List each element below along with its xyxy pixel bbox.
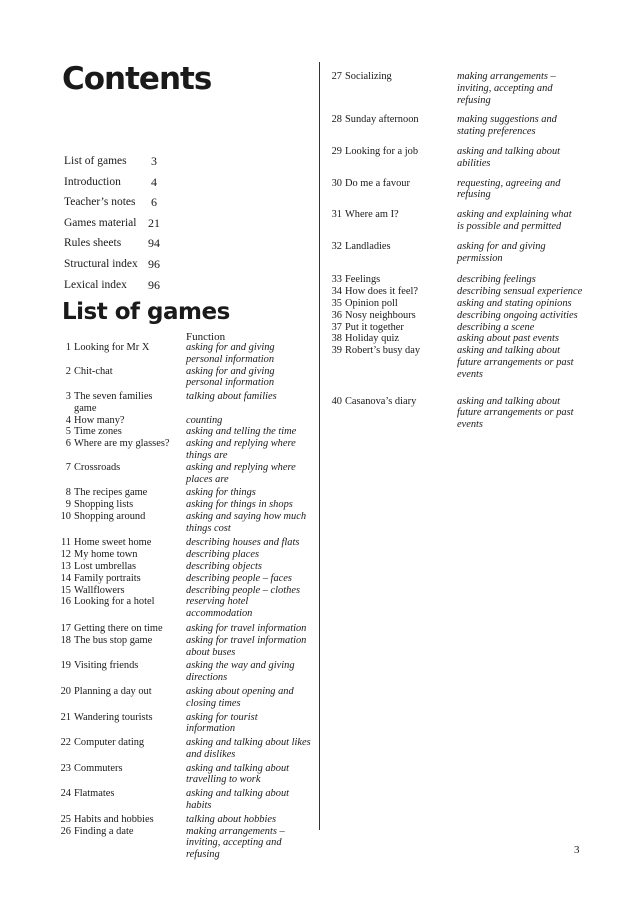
game-function-line: asking and replying where bbox=[186, 438, 296, 450]
game-title bbox=[58, 635, 186, 659]
game-title bbox=[58, 814, 186, 826]
game-function bbox=[457, 298, 589, 310]
game-title-line: My home town bbox=[74, 549, 138, 561]
game-function-line: asking for things in shops bbox=[186, 498, 293, 510]
game-row bbox=[58, 537, 311, 549]
game-function-line: asking for travel information bbox=[186, 622, 307, 634]
game-number: 12 bbox=[60, 549, 71, 561]
game-number: 27 bbox=[331, 71, 342, 82]
game-title-line: Crossroads bbox=[74, 461, 121, 473]
game-function-line: and dislikes bbox=[186, 748, 236, 760]
game-number: 32 bbox=[331, 240, 342, 252]
game-function-line: describing people – clothes bbox=[186, 584, 300, 596]
toc-item-page: 3 bbox=[151, 154, 157, 168]
game-number: 17 bbox=[60, 622, 71, 634]
game-number: 28 bbox=[331, 114, 342, 126]
game-row bbox=[58, 342, 311, 366]
game-title-line: How many? bbox=[74, 414, 125, 426]
game-title-line: Looking for a job bbox=[345, 145, 419, 157]
game-title bbox=[58, 462, 186, 486]
game-function bbox=[186, 814, 311, 826]
game-function-line: things are bbox=[186, 449, 228, 461]
game-number: 3 bbox=[65, 390, 71, 402]
game-function-line: permission bbox=[457, 252, 503, 264]
game-title-line: Habits and hobbies bbox=[74, 813, 154, 825]
game-function-line: describing people – faces bbox=[186, 572, 292, 584]
toc-item-page: 21 bbox=[148, 215, 160, 230]
game-number: 5 bbox=[65, 426, 71, 438]
game-number: 20 bbox=[60, 685, 71, 697]
game-title-line: Computer dating bbox=[74, 737, 145, 749]
game-function-line: describing ongoing activities bbox=[457, 309, 578, 321]
game-row bbox=[58, 462, 311, 486]
game-function bbox=[186, 426, 311, 438]
game-title bbox=[329, 298, 457, 310]
game-title bbox=[58, 573, 186, 585]
game-title bbox=[58, 788, 186, 812]
game-function-line: stating preferences bbox=[457, 126, 536, 138]
game-title bbox=[329, 114, 457, 138]
game-title-line: Opinion poll bbox=[345, 297, 398, 309]
game-title bbox=[329, 333, 457, 345]
game-title-line: Landladies bbox=[345, 240, 391, 252]
game-row bbox=[58, 561, 311, 573]
game-row bbox=[58, 585, 311, 597]
game-row bbox=[58, 426, 311, 438]
game-function bbox=[186, 585, 311, 597]
page-title: Contents bbox=[62, 61, 212, 97]
game-title bbox=[58, 660, 186, 684]
game-row bbox=[329, 286, 589, 298]
game-function-line: is possible and permitted bbox=[457, 220, 562, 232]
game-number: 19 bbox=[60, 660, 71, 672]
game-title-line: Robert’s busy day bbox=[345, 345, 421, 357]
game-function-line: describing sensual experience bbox=[457, 286, 583, 298]
game-function bbox=[457, 274, 589, 286]
game-row bbox=[58, 660, 311, 684]
game-row bbox=[58, 415, 311, 427]
game-title bbox=[58, 623, 186, 635]
game-title-line: Planning a day out bbox=[74, 685, 152, 697]
toc-item-page: 4 bbox=[151, 174, 157, 189]
game-number: 7 bbox=[65, 461, 71, 473]
game-title-line: Wandering tourists bbox=[74, 711, 153, 723]
game-function-line: asking and saying how much bbox=[186, 510, 307, 522]
game-function-line: asking for and giving bbox=[457, 240, 546, 252]
game-function-line: refusing bbox=[186, 849, 220, 861]
game-number: 24 bbox=[60, 788, 71, 800]
toc-item-label: Teacher’s notes bbox=[64, 196, 136, 209]
game-function bbox=[186, 438, 311, 462]
game-number: 15 bbox=[60, 584, 71, 596]
game-number: 16 bbox=[60, 596, 71, 608]
game-row bbox=[329, 178, 589, 202]
game-title-line: Chit-chat bbox=[74, 365, 113, 377]
game-number: 2 bbox=[65, 365, 71, 377]
game-function-line: describing houses and flats bbox=[186, 537, 300, 549]
game-function-line: asking and telling the time bbox=[186, 426, 297, 438]
game-row bbox=[58, 826, 311, 861]
game-number: 29 bbox=[331, 145, 342, 157]
game-function bbox=[457, 310, 589, 322]
game-row bbox=[329, 310, 589, 322]
game-function bbox=[457, 146, 589, 170]
games-list-right bbox=[329, 71, 589, 431]
game-function-line: refusing bbox=[457, 189, 491, 201]
toc-item bbox=[64, 196, 164, 217]
game-function bbox=[457, 345, 589, 380]
game-title bbox=[329, 241, 457, 265]
games-list-left bbox=[58, 342, 311, 861]
game-number: 8 bbox=[65, 487, 71, 499]
game-number: 1 bbox=[65, 342, 71, 353]
game-number: 23 bbox=[60, 762, 71, 774]
game-number: 22 bbox=[60, 737, 71, 749]
game-row bbox=[58, 788, 311, 812]
toc-item-label: Structural index bbox=[64, 257, 138, 270]
game-number: 34 bbox=[331, 286, 342, 298]
contents-list bbox=[64, 155, 164, 299]
game-function-line: asking and talking about likes bbox=[186, 737, 311, 749]
toc-item bbox=[64, 279, 164, 300]
toc-item-label: List of games bbox=[64, 155, 127, 167]
game-function-line: asking and talking about bbox=[186, 762, 290, 774]
game-function-line: making suggestions and bbox=[457, 114, 557, 126]
game-function-line: future arrangements or past bbox=[457, 356, 574, 368]
game-title bbox=[329, 310, 457, 322]
game-function-line: asking for and giving bbox=[186, 365, 275, 377]
column-divider bbox=[319, 62, 320, 830]
game-title-line: Lost umbrellas bbox=[74, 560, 137, 572]
game-title-line: Time zones bbox=[74, 426, 122, 438]
game-function bbox=[186, 342, 311, 366]
game-title-line: Feelings bbox=[345, 274, 381, 286]
game-row bbox=[329, 241, 589, 265]
section-title: List of games bbox=[62, 299, 230, 325]
game-row bbox=[58, 573, 311, 585]
game-function bbox=[457, 333, 589, 345]
game-row bbox=[58, 635, 311, 659]
game-function bbox=[186, 635, 311, 659]
game-function bbox=[186, 826, 311, 861]
game-function-line: future arrangements or past bbox=[457, 407, 574, 419]
game-row bbox=[329, 71, 589, 106]
game-title bbox=[58, 499, 186, 511]
game-title-line: Do me a favour bbox=[345, 177, 410, 189]
game-title-line: Shopping lists bbox=[74, 498, 134, 510]
game-function-line: travelling to work bbox=[186, 774, 261, 786]
game-number: 4 bbox=[65, 414, 71, 426]
toc-item-label: Lexical index bbox=[64, 278, 127, 291]
game-row bbox=[58, 596, 311, 620]
game-row bbox=[58, 499, 311, 511]
game-function-line: asking about past events bbox=[457, 333, 559, 345]
game-number: 18 bbox=[60, 634, 71, 646]
game-title-line: Wallflowers bbox=[74, 584, 125, 596]
game-title-line: Put it together bbox=[345, 321, 404, 333]
game-number: 30 bbox=[331, 177, 342, 189]
game-function-line: asking and stating opinions bbox=[457, 297, 572, 309]
game-number: 25 bbox=[60, 813, 71, 825]
game-number: 31 bbox=[331, 209, 342, 221]
game-row bbox=[58, 814, 311, 826]
game-function bbox=[457, 114, 589, 138]
game-function bbox=[457, 209, 589, 233]
toc-item-label: Introduction bbox=[64, 175, 121, 188]
game-number: 11 bbox=[60, 537, 71, 549]
game-function bbox=[186, 462, 311, 486]
game-row bbox=[329, 298, 589, 310]
game-title-line: The recipes game bbox=[74, 487, 148, 499]
game-row bbox=[329, 114, 589, 138]
toc-item bbox=[64, 176, 164, 197]
game-title-line: Where are my glasses? bbox=[74, 438, 170, 450]
game-title-line: Getting there on time bbox=[74, 622, 163, 634]
game-function-line: habits bbox=[186, 800, 212, 812]
game-row bbox=[329, 333, 589, 345]
game-function bbox=[186, 737, 311, 761]
game-function-line: inviting, accepting and bbox=[457, 82, 553, 94]
game-function bbox=[186, 499, 311, 511]
game-title bbox=[58, 415, 186, 427]
game-function-line: personal information bbox=[186, 377, 275, 389]
game-title bbox=[58, 712, 186, 736]
game-row bbox=[329, 209, 589, 233]
game-title bbox=[329, 396, 457, 431]
game-function-line: describing places bbox=[186, 549, 260, 561]
game-title bbox=[329, 345, 457, 380]
game-function-line: asking the way and giving bbox=[186, 660, 295, 672]
game-function-line: about buses bbox=[186, 646, 236, 658]
game-title-line: Flatmates bbox=[74, 788, 115, 800]
toc-item-label: Games material bbox=[64, 216, 137, 229]
game-function bbox=[457, 71, 589, 106]
game-title-line: Looking for a hotel bbox=[74, 596, 155, 608]
game-function-line: closing times bbox=[186, 697, 241, 709]
game-function bbox=[457, 178, 589, 202]
game-function bbox=[186, 561, 311, 573]
game-function-line: personal information bbox=[186, 353, 275, 365]
game-function-line: things cost bbox=[186, 522, 231, 534]
game-title-line: Commuters bbox=[74, 762, 123, 774]
game-title bbox=[58, 366, 186, 390]
game-function-line: accommodation bbox=[186, 608, 253, 620]
game-function-line: inviting, accepting and bbox=[186, 837, 282, 849]
game-title-line: game bbox=[74, 402, 97, 414]
page-number: 3 bbox=[574, 844, 580, 856]
game-row bbox=[329, 345, 589, 380]
game-function bbox=[186, 623, 311, 635]
game-function-line: asking and talking about bbox=[457, 145, 561, 157]
game-number: 21 bbox=[60, 711, 71, 723]
toc-item bbox=[64, 258, 164, 279]
game-function-line: places are bbox=[186, 473, 229, 485]
toc-item-page: 96 bbox=[148, 256, 160, 271]
game-row bbox=[58, 712, 311, 736]
game-function-line: talking about families bbox=[186, 390, 277, 402]
game-title bbox=[58, 826, 186, 861]
game-title-line: Shopping around bbox=[74, 510, 146, 522]
game-function bbox=[186, 366, 311, 390]
game-title-line: Sunday afternoon bbox=[345, 114, 419, 126]
game-title bbox=[329, 209, 457, 233]
game-function bbox=[457, 286, 589, 298]
game-function bbox=[186, 788, 311, 812]
toc-item bbox=[64, 217, 164, 238]
game-title-line: The seven families bbox=[74, 390, 153, 402]
game-function-line: events bbox=[457, 419, 483, 431]
game-number: 38 bbox=[331, 333, 342, 345]
toc-item bbox=[64, 237, 164, 258]
game-function-line: requesting, agreeing and bbox=[457, 177, 561, 189]
toc-item-page: 6 bbox=[151, 195, 157, 210]
game-function bbox=[186, 660, 311, 684]
game-function bbox=[186, 415, 311, 427]
game-function-line: asking for things bbox=[186, 487, 256, 499]
game-title-line: Finding a date bbox=[74, 825, 134, 837]
game-title-line: Looking for Mr X bbox=[74, 342, 150, 353]
game-title bbox=[58, 511, 186, 535]
game-row bbox=[58, 737, 311, 761]
game-title bbox=[329, 274, 457, 286]
game-function bbox=[186, 573, 311, 585]
game-title bbox=[58, 438, 186, 462]
game-function-line: asking and talking about bbox=[457, 395, 561, 407]
game-title bbox=[58, 426, 186, 438]
game-function bbox=[186, 537, 311, 549]
game-number: 37 bbox=[331, 321, 342, 333]
game-title-line: Socializing bbox=[345, 71, 392, 82]
game-function-line: events bbox=[457, 368, 483, 380]
game-function bbox=[457, 396, 589, 431]
game-title bbox=[58, 686, 186, 710]
game-title bbox=[58, 549, 186, 561]
game-title-line: How does it feel? bbox=[345, 286, 418, 298]
toc-item-label: Rules sheets bbox=[64, 237, 122, 250]
game-title-line: Family portraits bbox=[74, 572, 141, 584]
game-row bbox=[329, 322, 589, 334]
game-title bbox=[58, 561, 186, 573]
game-function-line: abilities bbox=[457, 157, 491, 169]
game-title bbox=[329, 146, 457, 170]
game-title-line: Home sweet home bbox=[74, 537, 152, 549]
game-number: 36 bbox=[331, 309, 342, 321]
game-row bbox=[58, 438, 311, 462]
game-title bbox=[58, 342, 186, 366]
game-function-line: refusing bbox=[457, 94, 491, 106]
game-row bbox=[329, 146, 589, 170]
game-title-line: The bus stop game bbox=[74, 634, 153, 646]
game-row bbox=[58, 511, 311, 535]
game-number: 9 bbox=[65, 498, 71, 510]
game-function-line: asking and explaining what bbox=[457, 209, 572, 221]
game-number: 33 bbox=[331, 274, 342, 286]
game-row bbox=[329, 396, 589, 431]
game-function bbox=[457, 241, 589, 265]
game-title-line: Visiting friends bbox=[74, 660, 139, 672]
game-row bbox=[58, 487, 311, 499]
game-function bbox=[186, 511, 311, 535]
game-function-line: asking for tourist bbox=[186, 711, 258, 723]
game-number: 39 bbox=[331, 345, 342, 357]
game-number: 14 bbox=[60, 572, 71, 584]
game-row bbox=[58, 686, 311, 710]
game-row bbox=[58, 549, 311, 561]
game-function-line: asking for and giving bbox=[186, 342, 275, 353]
game-function-line: asking about opening and bbox=[186, 685, 294, 697]
game-function bbox=[186, 686, 311, 710]
game-title bbox=[58, 763, 186, 787]
game-title bbox=[329, 286, 457, 298]
game-row bbox=[329, 274, 589, 286]
game-title bbox=[329, 178, 457, 202]
game-title bbox=[58, 537, 186, 549]
game-number: 40 bbox=[331, 395, 342, 407]
game-title bbox=[58, 596, 186, 620]
game-function bbox=[186, 549, 311, 561]
game-title-line: Nosy neighbours bbox=[345, 309, 416, 321]
game-function bbox=[186, 596, 311, 620]
game-function-line: counting bbox=[186, 414, 223, 426]
game-title bbox=[58, 737, 186, 761]
game-function-line: asking and replying where bbox=[186, 461, 296, 473]
game-function bbox=[186, 712, 311, 736]
game-number: 35 bbox=[331, 297, 342, 309]
game-row bbox=[58, 763, 311, 787]
game-number: 6 bbox=[65, 438, 71, 450]
toc-item-page: 94 bbox=[148, 236, 160, 251]
game-title bbox=[58, 391, 186, 415]
game-title bbox=[58, 585, 186, 597]
game-function-line: reserving hotel bbox=[186, 596, 249, 608]
game-function-line: directions bbox=[186, 672, 228, 684]
game-function bbox=[186, 487, 311, 499]
game-title-line: Holiday quiz bbox=[345, 333, 399, 345]
game-title bbox=[58, 487, 186, 499]
game-number: 26 bbox=[60, 825, 71, 837]
game-row bbox=[58, 623, 311, 635]
game-function bbox=[186, 763, 311, 787]
game-title-line: Casanova’s diary bbox=[345, 395, 417, 407]
game-function-line: asking and talking about bbox=[186, 788, 290, 800]
game-title-line: Where am I? bbox=[345, 209, 399, 221]
toc-item bbox=[64, 155, 164, 176]
game-number: 13 bbox=[60, 560, 71, 572]
game-function bbox=[457, 322, 589, 334]
game-function-line: describing objects bbox=[186, 560, 262, 572]
game-number: 10 bbox=[60, 510, 71, 522]
game-function-line: describing a scene bbox=[457, 321, 535, 333]
game-function-line: information bbox=[186, 723, 236, 735]
game-function-line: making arrangements – bbox=[457, 71, 556, 82]
game-function-line: asking and talking about bbox=[457, 345, 561, 357]
game-function bbox=[186, 391, 311, 415]
game-function-line: asking for travel information bbox=[186, 634, 307, 646]
game-row bbox=[58, 366, 311, 390]
game-function-line: describing feelings bbox=[457, 274, 536, 286]
toc-item-page: 96 bbox=[148, 277, 160, 292]
game-function-line: making arrangements – bbox=[186, 825, 285, 837]
game-row bbox=[58, 391, 311, 415]
game-title bbox=[329, 71, 457, 106]
function-column-header: Function bbox=[186, 331, 226, 343]
game-title bbox=[329, 322, 457, 334]
game-function-line: talking about hobbies bbox=[186, 813, 277, 825]
